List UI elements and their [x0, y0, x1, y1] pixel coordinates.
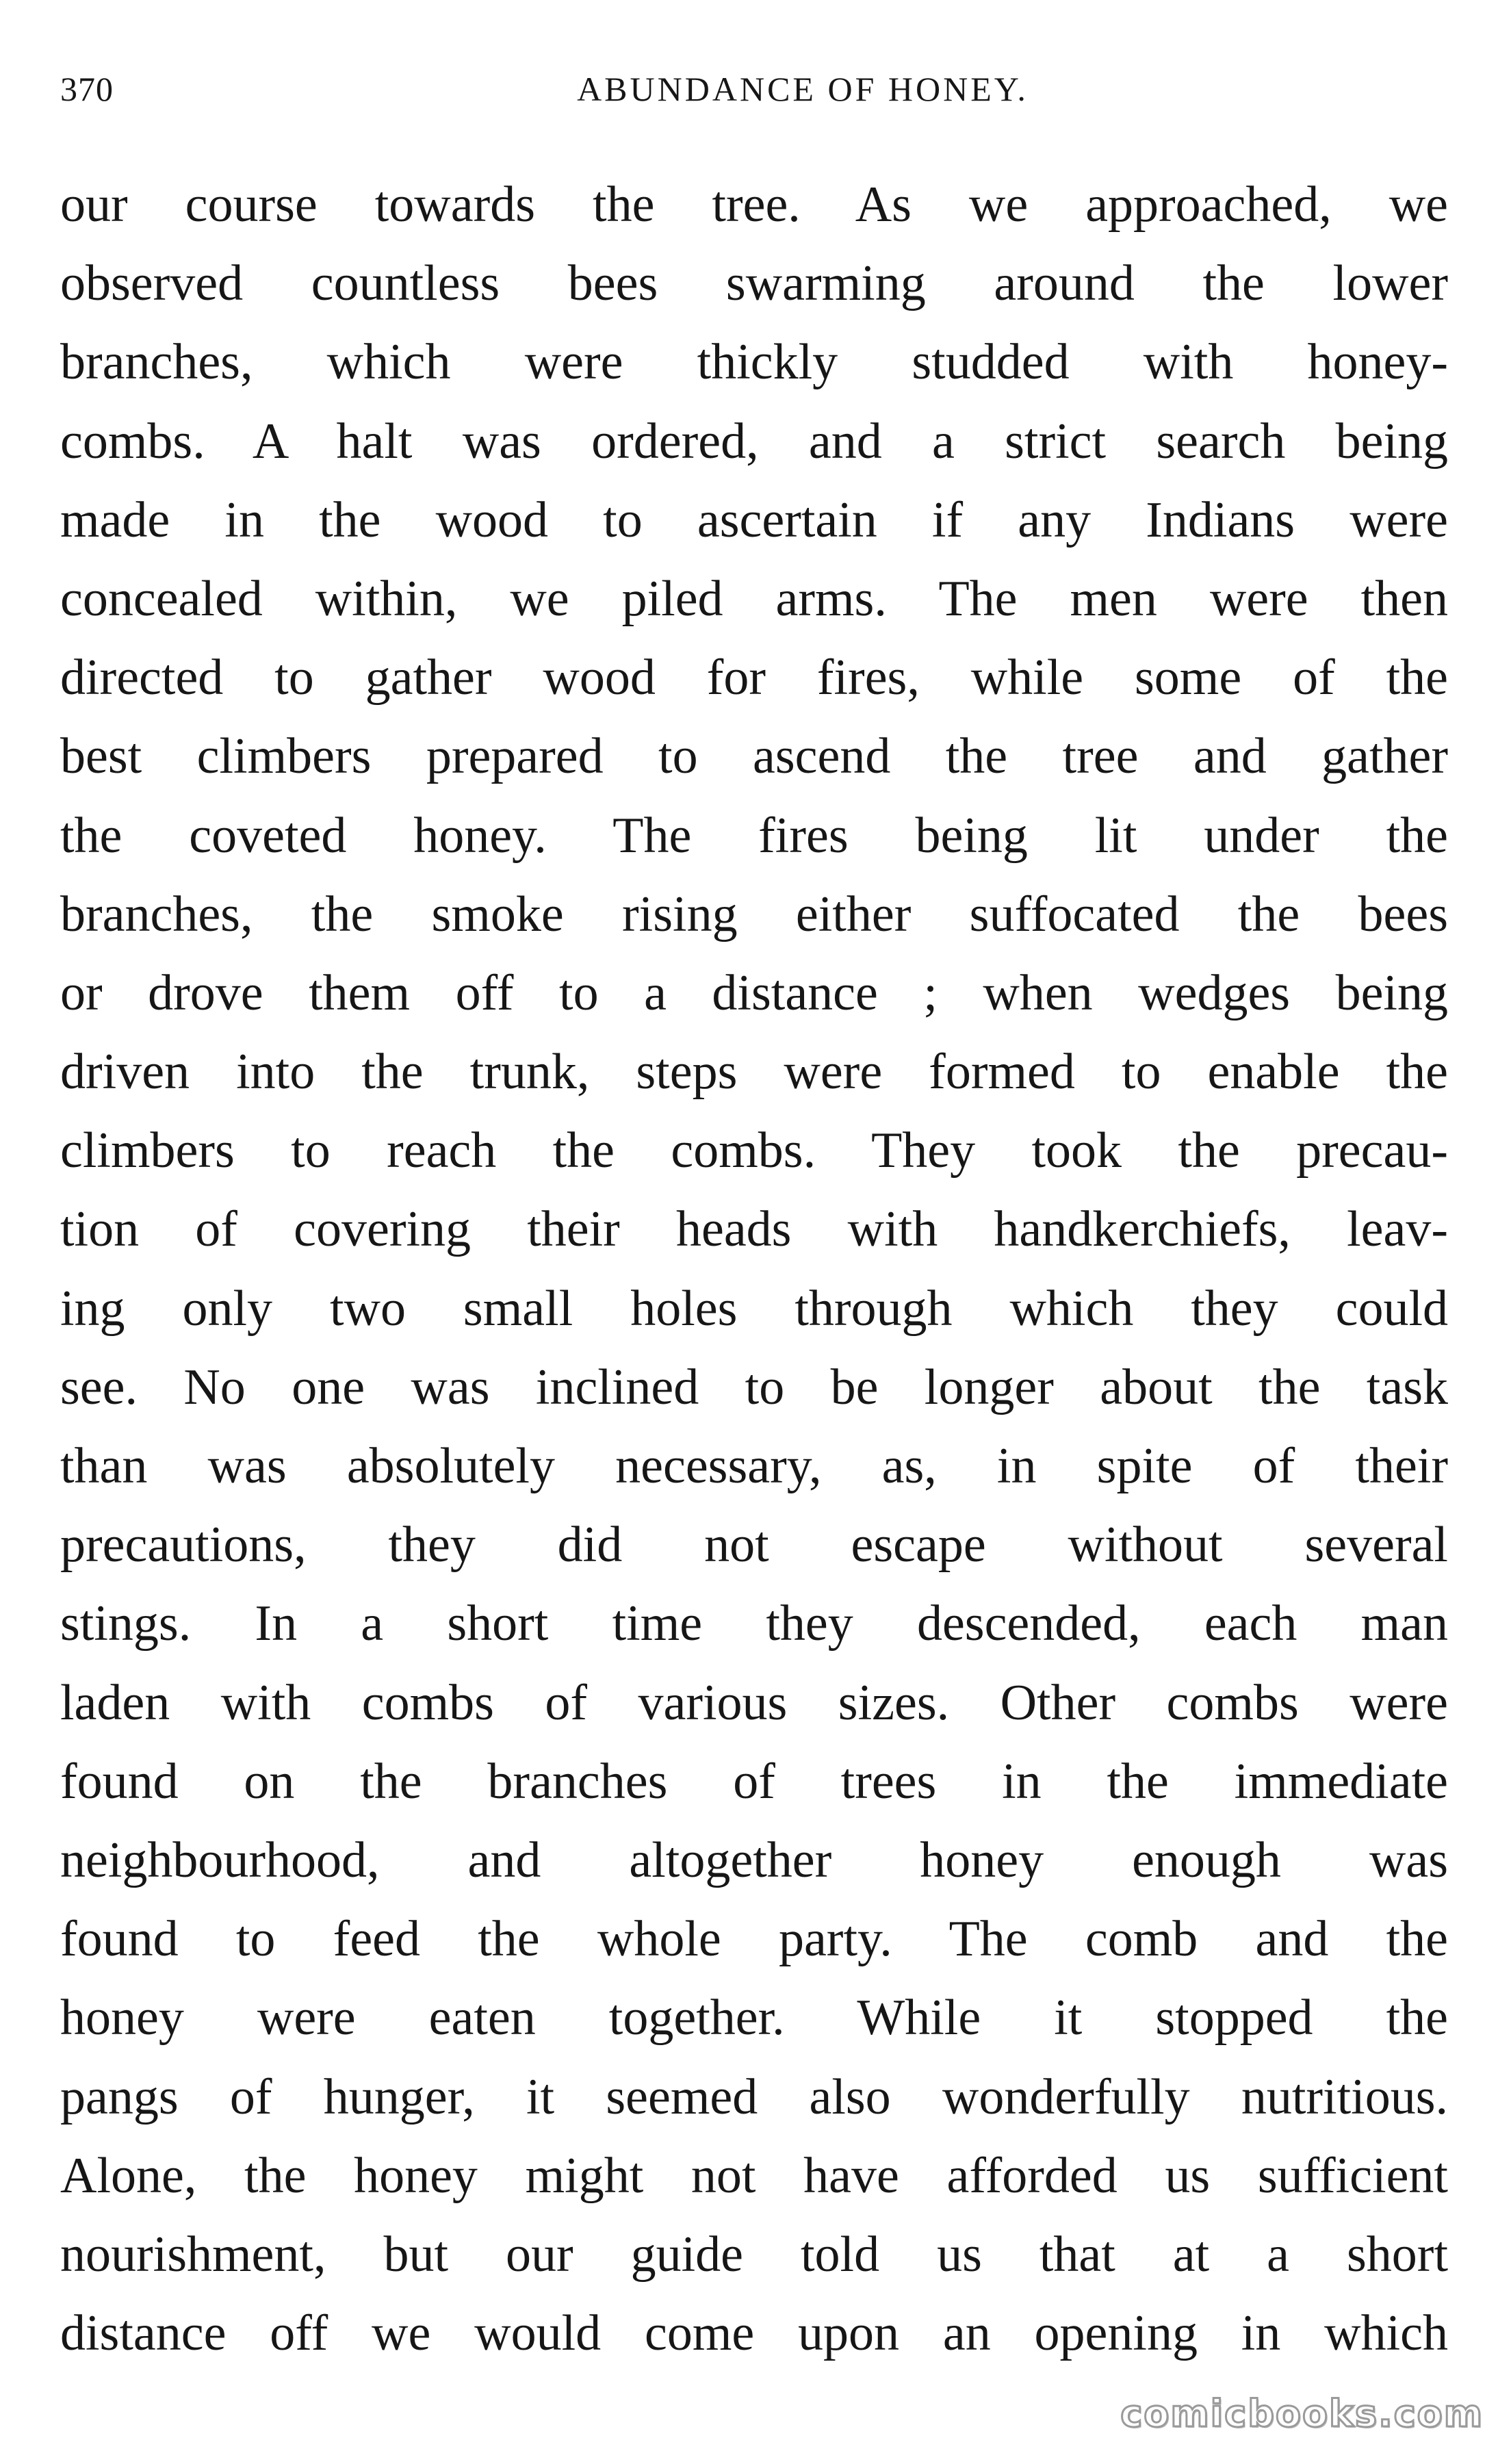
text-line: see. No one was inclined to be longer about the task [60, 1359, 1448, 1415]
page-number: 370 [60, 70, 114, 108]
text-line: tion of covering their heads with handkerchiefs, leav- [60, 1201, 1448, 1258]
text-line: the coveted honey. The fires being lit under the [60, 807, 1448, 864]
text-line: ing only two small holes through which they could [60, 1280, 1448, 1337]
text-line: branches, the smoke rising either suffocated the bees [60, 886, 1448, 942]
text-line: climbers to reach the combs. They took the precau- [60, 1122, 1448, 1179]
text-line: driven into the trunk, steps were formed to enable the [60, 1044, 1448, 1101]
text-line: honey were eaten together. While it stopped the [60, 1990, 1448, 2046]
running-title: ABUNDANCE OF HONEY. [577, 70, 1029, 108]
text-line: or drove them off to a distance ; when wedges being [60, 964, 1448, 1021]
text-line: neighbourhood, and altogether honey enough was [60, 1832, 1448, 1888]
body-text [60, 166, 1448, 2373]
text-line: branches, which were thickly studded with honey- [60, 334, 1448, 391]
text-line: directed to gather wood for fires, while some of the [60, 650, 1448, 706]
text-line: laden with combs of various sizes. Other combs were [60, 1674, 1448, 1731]
text-line: stings. In a short time they descended, each man [60, 1595, 1448, 1652]
text-line: precautions, they did not escape without several [60, 1517, 1448, 1574]
text-line: best climbers prepared to ascend the tree and gather [60, 728, 1448, 785]
running-head [60, 60, 1449, 118]
text-line: distance off we would come upon an opening in which [60, 2305, 1448, 2362]
text-line: observed countless bees swarming around the lower [60, 255, 1448, 312]
text-line: than was absolutely necessary, as, in spite of their [60, 1438, 1448, 1494]
text-line: found to feed the whole party. The comb and the [60, 1911, 1448, 1968]
text-line: nourishment, but our guide told us that at a short [60, 2226, 1448, 2283]
text-line: Alone, the honey might not have afforded us sufficient [60, 2147, 1448, 2204]
text-line: combs. A halt was ordered, and a strict search being [60, 413, 1448, 470]
text-line: our course towards the tree. As we approached, we [60, 177, 1448, 233]
text-line: pangs of hunger, it seemed also wonderfully nutritious. [60, 2068, 1448, 2125]
text-line: made in the wood to ascertain if any Indians were [60, 491, 1448, 548]
text-line: concealed within, we piled arms. The men were then [60, 570, 1448, 627]
watermark: comicbooks.com [1120, 2392, 1484, 2435]
text-line: found on the branches of trees in the immediate [60, 1753, 1448, 1810]
